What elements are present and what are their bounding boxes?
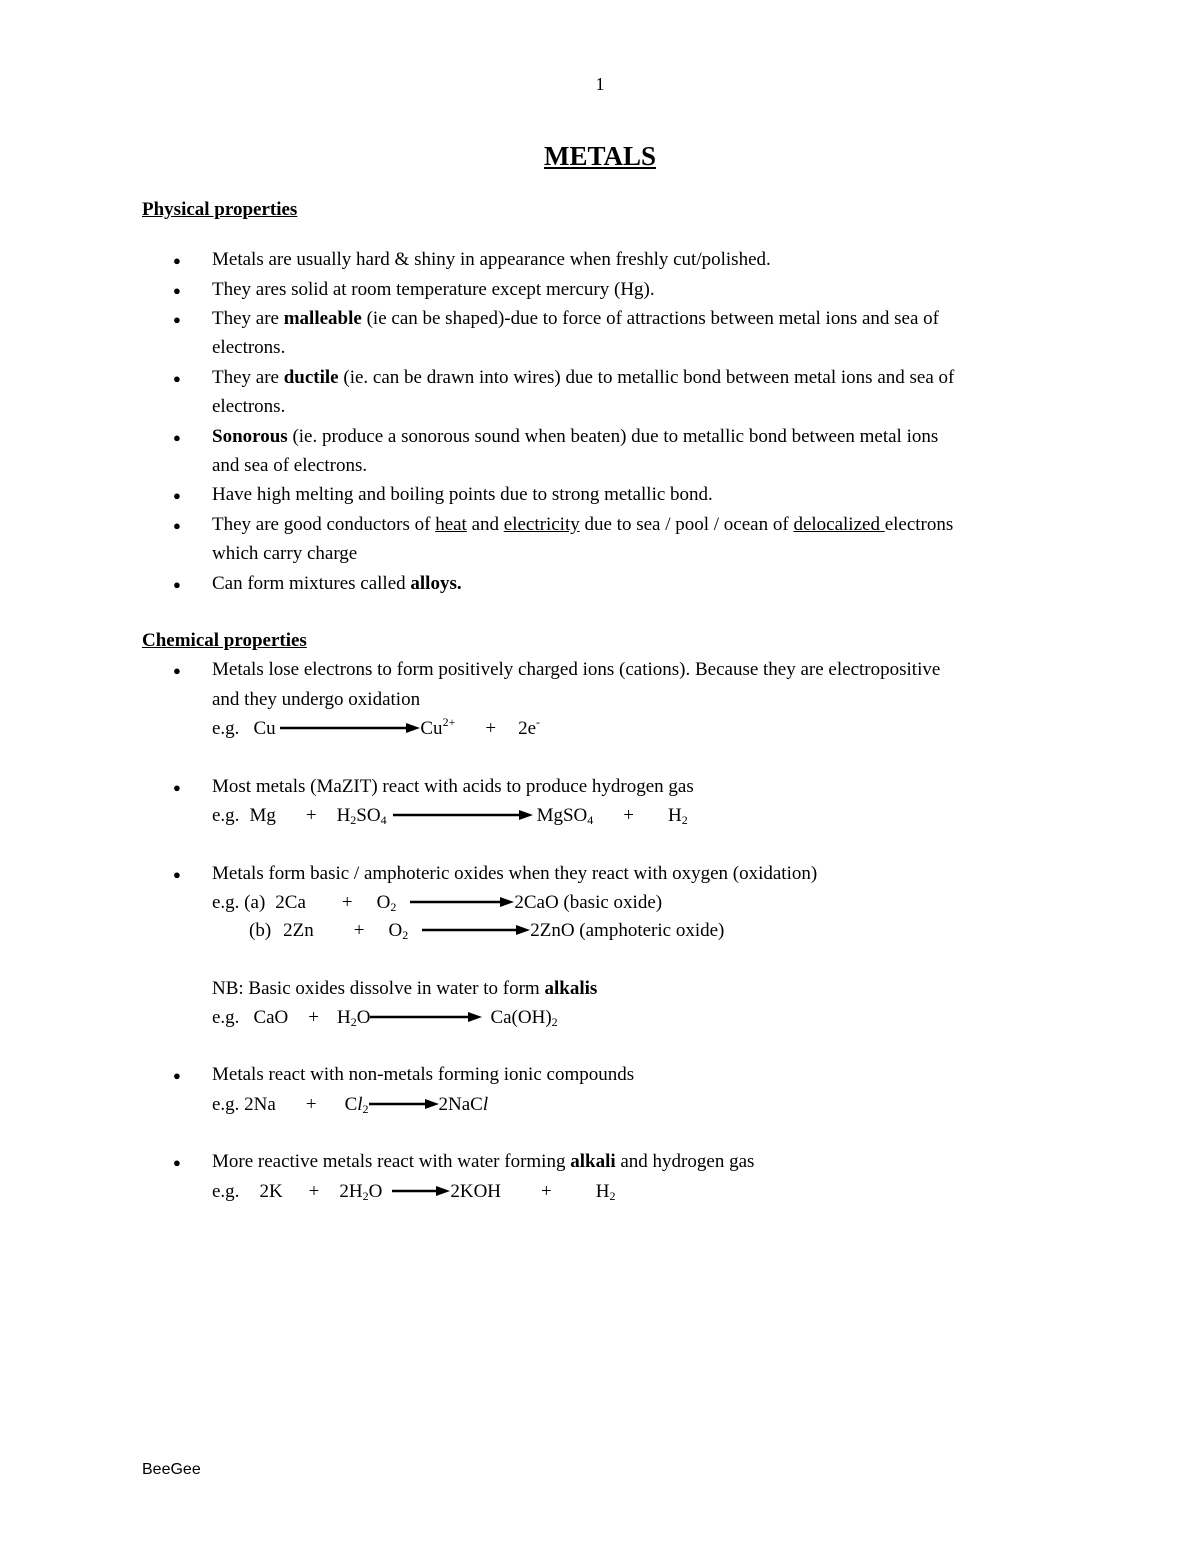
arrow-icon: [392, 1185, 450, 1197]
list-item-continued: and sea of electrons.: [212, 455, 368, 476]
equation: e.g. CaO + $H_2O$ $Ca(OH)_2$: [212, 1007, 558, 1029]
bullet-icon: ●: [173, 430, 181, 445]
bullet-icon: ●: [173, 1155, 181, 1170]
bullet-icon: ●: [173, 1068, 181, 1083]
bullet-icon: ●: [173, 663, 181, 678]
bullet-icon: ●: [173, 867, 181, 882]
arrow-icon: [422, 924, 530, 936]
page-number: 1: [595, 74, 605, 94]
bullet-icon: ●: [173, 371, 181, 386]
list-item: Metals react with non-metals forming ionic compounds: [212, 1064, 635, 1085]
footer-author: BeeGee: [142, 1461, 201, 1478]
list-item: They are malleable (ie can be shaped)-due to force of attractions between metal ions and sea of: [212, 308, 939, 329]
equation: e.g. $Mg + H_2SO_4$ MgSO$_4$ + $H_2$: [212, 805, 688, 827]
list-item: Metals lose electrons to form positively charged ions (cations). Because they are electropositive: [212, 659, 941, 680]
list-item: Metals form basic / amphoteric oxides when they react with oxygen (oxidation): [212, 863, 818, 884]
list-item: Metals are usually hard & shiny in appearance when freshly cut/polished.: [212, 249, 771, 270]
arrow-icon: [370, 1011, 482, 1023]
list-item-continued: electrons.: [212, 396, 286, 417]
bullet-icon: ●: [173, 577, 181, 592]
list-item: They are ductile (ie. can be drawn into wires) due to metallic bond between metal ions and sea of: [212, 367, 955, 388]
arrow-icon: [393, 809, 533, 821]
list-item: Sonorous (ie. produce a sonorous sound when beaten) due to metallic bond between metal ions: [212, 426, 939, 447]
list-item-continued: electrons.: [212, 337, 286, 358]
bullet-icon: ●: [173, 518, 181, 533]
equation: e.g. $2Na + Cl_2$ 2NaCl: [212, 1094, 489, 1116]
note-line: NB: Basic oxides dissolve in water to form alkalis: [212, 978, 598, 999]
list-item-continued: which carry charge: [212, 543, 358, 564]
page-title: METALS: [543, 141, 657, 171]
list-item: They are good conductors of heat and electricity due to sea / pool / ocean of delocalized electrons: [212, 514, 954, 535]
bullet-icon: ●: [173, 283, 181, 298]
list-item: Have high melting and boiling points due to strong metallic bond.: [212, 484, 713, 505]
physical-properties-heading: Physical properties: [142, 199, 298, 220]
list-item: They ares solid at room temperature except mercury (Hg).: [212, 279, 655, 300]
arrow-icon: [410, 896, 514, 908]
list-item: More reactive metals react with water forming alkali and hydrogen gas: [212, 1151, 755, 1172]
equation: e.g. Cu $Cu^{2+} + 2e^-$: [212, 715, 540, 739]
arrow-icon: [369, 1098, 439, 1110]
equation: e.g. (a) $2Ca + O_2$ 2CaO (basic oxide): [212, 892, 663, 914]
bullet-icon: ●: [173, 253, 181, 268]
bullet-icon: ●: [173, 312, 181, 327]
list-item: Most metals (MaZIT) react with acids to produce hydrogen gas: [212, 776, 694, 797]
chemical-properties-heading: Chemical properties: [142, 630, 307, 651]
equation: e.g. $2K + 2H_2O$ $2KOH + H_2$: [212, 1181, 616, 1203]
bullet-icon: ●: [173, 780, 181, 795]
bullet-icon: ●: [173, 488, 181, 503]
arrow-icon: [280, 722, 420, 734]
list-item-continued: and they undergo oxidation: [212, 689, 421, 710]
list-item: Can form mixtures called alloys.: [212, 573, 462, 594]
equation: (b) $2Zn + O_2$ 2ZnO (amphoteric oxide): [249, 920, 725, 942]
